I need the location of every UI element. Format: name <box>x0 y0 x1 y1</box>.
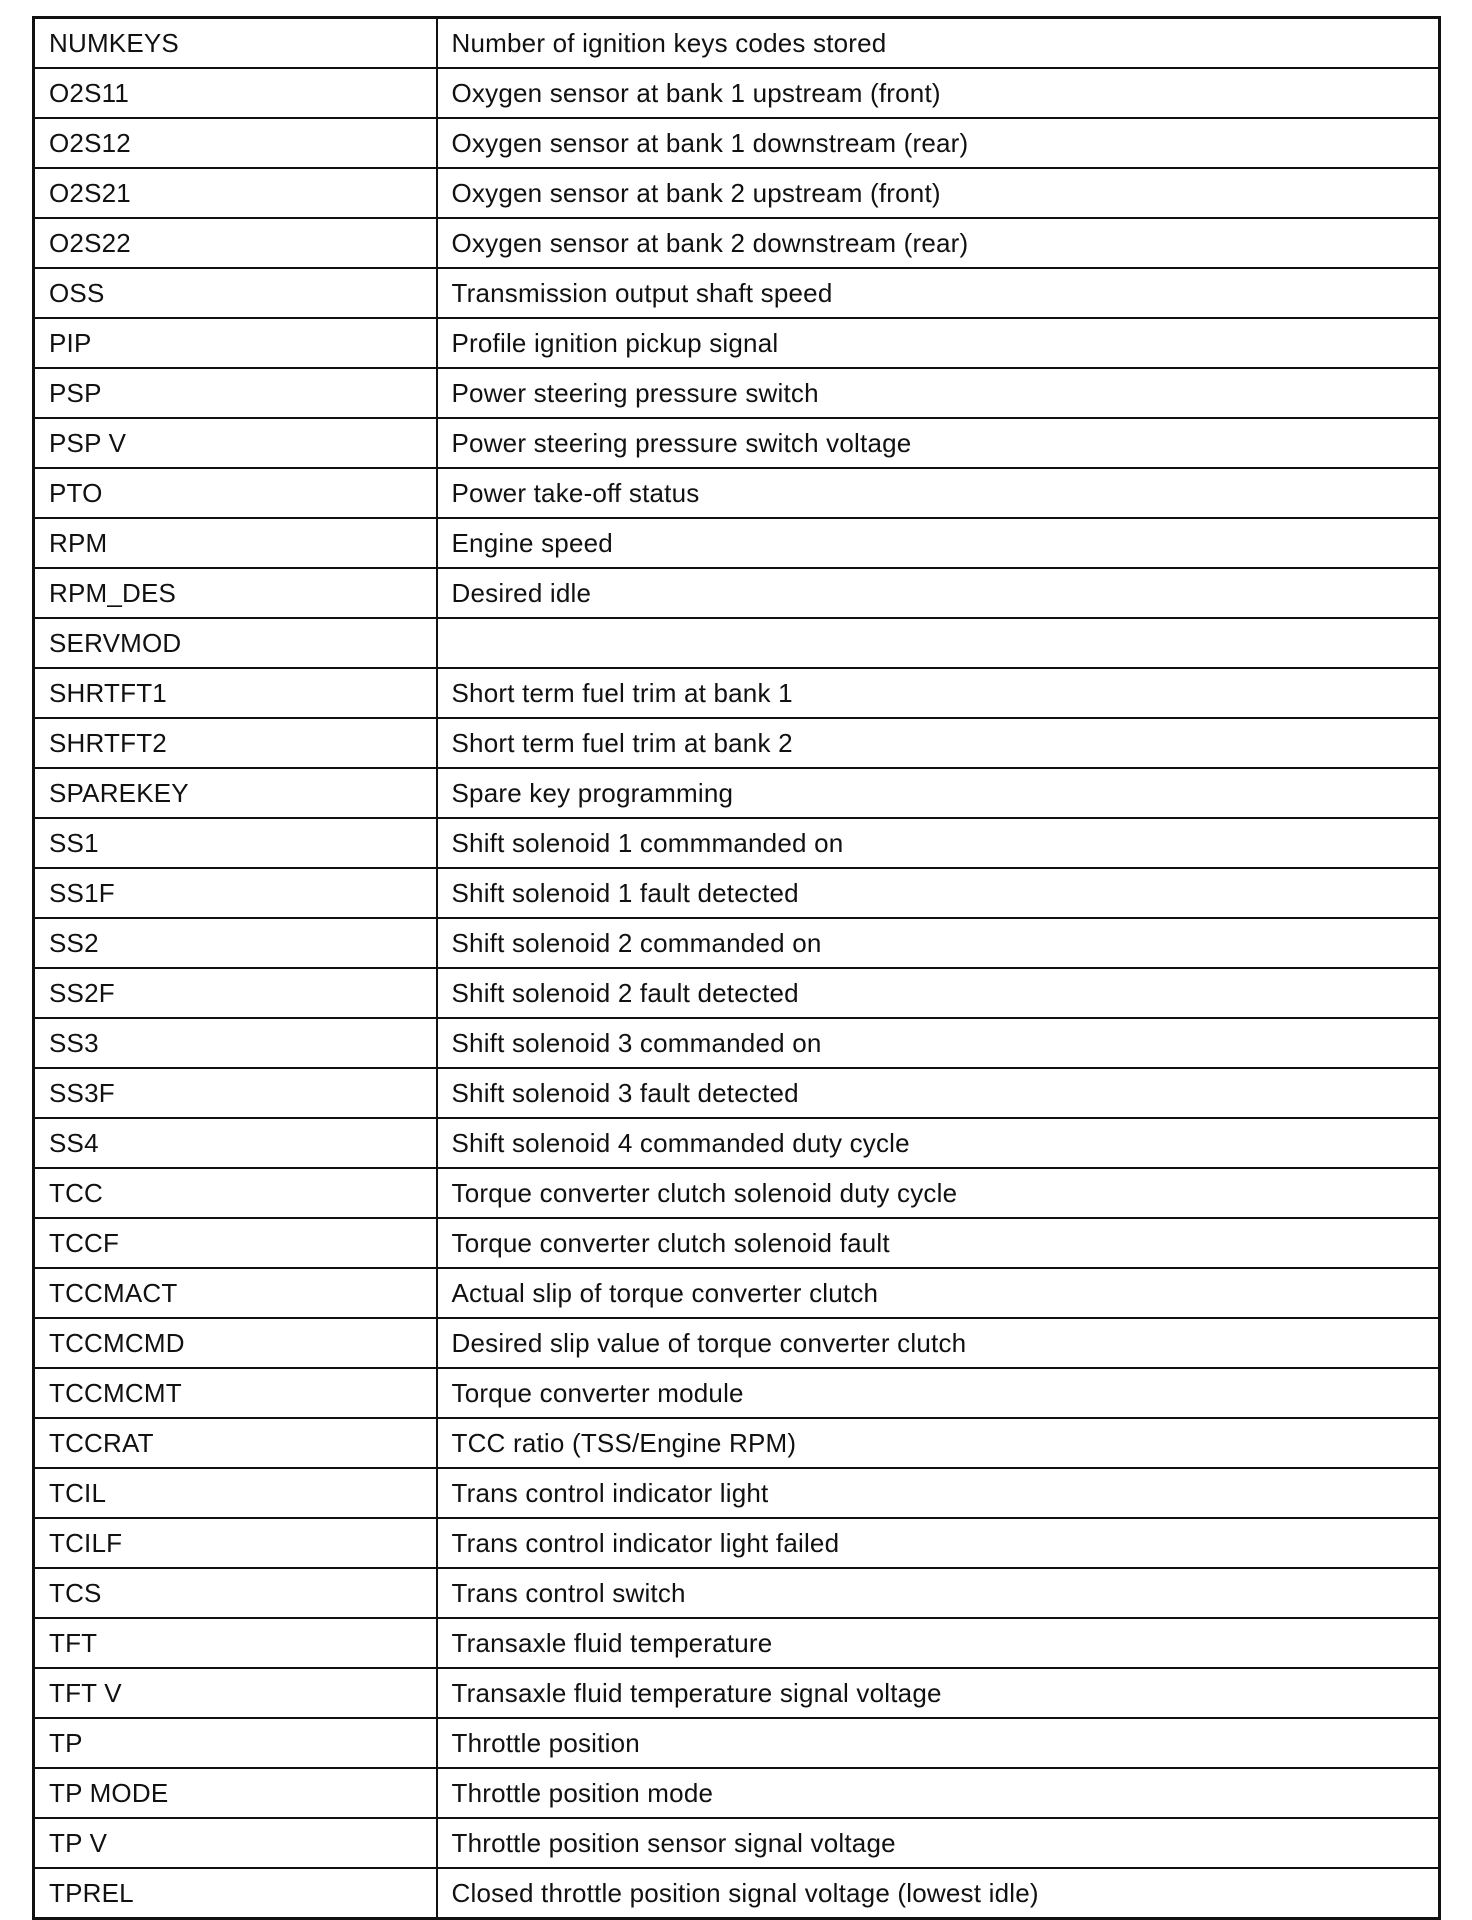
pid-description-cell: Power take-off status <box>437 468 1440 518</box>
pid-description-cell: Transaxle fluid temperature <box>437 1618 1440 1668</box>
pid-code-cell: PIP <box>34 318 437 368</box>
pid-description-cell: Shift solenoid 1 fault detected <box>437 868 1440 918</box>
pid-code-cell: O2S12 <box>34 118 437 168</box>
table-row <box>34 518 1440 568</box>
pid-description-cell: Closed throttle position signal voltage (lowest idle) <box>437 1868 1440 1919</box>
pid-code-cell: O2S21 <box>34 168 437 218</box>
pid-code-cell: TCILF <box>34 1518 437 1568</box>
pid-description-cell: Desired idle <box>437 568 1440 618</box>
table-row <box>34 1668 1440 1718</box>
table-row <box>34 818 1440 868</box>
pid-description-cell: Shift solenoid 4 commanded duty cycle <box>437 1118 1440 1168</box>
pid-code-cell: TCS <box>34 1568 437 1618</box>
table-row <box>34 1318 1440 1368</box>
pid-code-cell: TFT V <box>34 1668 437 1718</box>
table-row <box>34 18 1440 69</box>
pid-description-cell: Shift solenoid 1 commmanded on <box>437 818 1440 868</box>
pid-code-cell: SS3F <box>34 1068 437 1118</box>
table-row <box>34 218 1440 268</box>
pid-description-cell: Oxygen sensor at bank 1 downstream (rear) <box>437 118 1440 168</box>
pid-code-cell: SPAREKEY <box>34 768 437 818</box>
table-row <box>34 968 1440 1018</box>
pid-description-cell: Engine speed <box>437 518 1440 568</box>
table-row <box>34 1768 1440 1818</box>
pid-code-cell: SS3 <box>34 1018 437 1068</box>
table-row <box>34 1218 1440 1268</box>
pid-description-cell: Throttle position mode <box>437 1768 1440 1818</box>
table-row <box>34 1068 1440 1118</box>
table-row <box>34 1268 1440 1318</box>
pid-code-cell: TCC <box>34 1168 437 1218</box>
pid-description-cell: Power steering pressure switch voltage <box>437 418 1440 468</box>
pid-code-cell: TCCRAT <box>34 1418 437 1468</box>
pid-description-cell: Oxygen sensor at bank 2 downstream (rear) <box>437 218 1440 268</box>
pid-description-cell: Short term fuel trim at bank 1 <box>437 668 1440 718</box>
pid-code-cell: TPREL <box>34 1868 437 1919</box>
table-row <box>34 1368 1440 1418</box>
pid-code-cell: TFT <box>34 1618 437 1668</box>
pid-code-cell: TCCMCMT <box>34 1368 437 1418</box>
table-row <box>34 1018 1440 1068</box>
pid-code-cell: SS1F <box>34 868 437 918</box>
pid-description-cell: Torque converter module <box>437 1368 1440 1418</box>
table-row <box>34 118 1440 168</box>
table-row <box>34 268 1440 318</box>
pid-description-cell: Torque converter clutch solenoid fault <box>437 1218 1440 1268</box>
table-row <box>34 918 1440 968</box>
table-row <box>34 1468 1440 1518</box>
pid-code-cell: PTO <box>34 468 437 518</box>
table-row <box>34 1618 1440 1668</box>
pid-description-cell: TCC ratio (TSS/Engine RPM) <box>437 1418 1440 1468</box>
pid-code-cell: PSP V <box>34 418 437 468</box>
table-row <box>34 468 1440 518</box>
table-row <box>34 1118 1440 1168</box>
pid-description-cell: Throttle position sensor signal voltage <box>437 1818 1440 1868</box>
table-row <box>34 768 1440 818</box>
table-row <box>34 1868 1440 1919</box>
table-row <box>34 668 1440 718</box>
pid-description-cell: Shift solenoid 3 commanded on <box>437 1018 1440 1068</box>
pid-description-cell: Trans control indicator light <box>437 1468 1440 1518</box>
pid-description-cell: Profile ignition pickup signal <box>437 318 1440 368</box>
pid-code-cell: RPM_DES <box>34 568 437 618</box>
pid-description-cell: Desired slip value of torque converter clutch <box>437 1318 1440 1368</box>
table-row <box>34 68 1440 118</box>
pid-description-cell: Shift solenoid 2 commanded on <box>437 918 1440 968</box>
pid-description-cell: Oxygen sensor at bank 2 upstream (front) <box>437 168 1440 218</box>
pid-description-cell: Torque converter clutch solenoid duty cycle <box>437 1168 1440 1218</box>
pid-code-cell: SS2 <box>34 918 437 968</box>
table-row <box>34 568 1440 618</box>
pid-code-cell: SHRTFT2 <box>34 718 437 768</box>
pid-code-cell: OSS <box>34 268 437 318</box>
pid-code-cell: TCIL <box>34 1468 437 1518</box>
pid-code-cell: SHRTFT1 <box>34 668 437 718</box>
table-row <box>34 1718 1440 1768</box>
pid-description-cell: Shift solenoid 3 fault detected <box>437 1068 1440 1118</box>
pid-description-cell <box>437 618 1440 668</box>
pid-code-cell: O2S22 <box>34 218 437 268</box>
table-row <box>34 418 1440 468</box>
pid-description-cell: Short term fuel trim at bank 2 <box>437 718 1440 768</box>
pid-code-cell: TP MODE <box>34 1768 437 1818</box>
pid-definitions-table <box>32 16 1441 1920</box>
pid-code-cell: SERVMOD <box>34 618 437 668</box>
table-row <box>34 168 1440 218</box>
pid-code-cell: SS2F <box>34 968 437 1018</box>
pid-code-cell: TCCMCMD <box>34 1318 437 1368</box>
pid-description-cell: Number of ignition keys codes stored <box>437 18 1440 69</box>
pid-code-cell: TCCF <box>34 1218 437 1268</box>
pid-description-cell: Actual slip of torque converter clutch <box>437 1268 1440 1318</box>
pid-code-cell: PSP <box>34 368 437 418</box>
table-row <box>34 868 1440 918</box>
pid-code-cell: TP V <box>34 1818 437 1868</box>
pid-description-cell: Shift solenoid 2 fault detected <box>437 968 1440 1018</box>
pid-description-cell: Oxygen sensor at bank 1 upstream (front) <box>437 68 1440 118</box>
pid-description-cell: Spare key programming <box>437 768 1440 818</box>
table-row <box>34 1818 1440 1868</box>
table-row <box>34 1518 1440 1568</box>
pid-code-cell: RPM <box>34 518 437 568</box>
table-row <box>34 1168 1440 1218</box>
pid-code-cell: TP <box>34 1718 437 1768</box>
pid-description-cell: Transmission output shaft speed <box>437 268 1440 318</box>
pid-code-cell: O2S11 <box>34 68 437 118</box>
pid-description-cell: Power steering pressure switch <box>437 368 1440 418</box>
pid-code-cell: SS4 <box>34 1118 437 1168</box>
pid-description-cell: Transaxle fluid temperature signal voltage <box>437 1668 1440 1718</box>
table-row <box>34 1418 1440 1468</box>
pid-code-cell: TCCMACT <box>34 1268 437 1318</box>
table-body <box>34 18 1440 1919</box>
table-row <box>34 718 1440 768</box>
table-row <box>34 368 1440 418</box>
pid-code-cell: SS1 <box>34 818 437 868</box>
table-row <box>34 618 1440 668</box>
pid-code-cell: NUMKEYS <box>34 18 437 69</box>
table-row <box>34 318 1440 368</box>
pid-description-cell: Trans control switch <box>437 1568 1440 1618</box>
pid-description-cell: Throttle position <box>437 1718 1440 1768</box>
table-row <box>34 1568 1440 1618</box>
pid-description-cell: Trans control indicator light failed <box>437 1518 1440 1568</box>
